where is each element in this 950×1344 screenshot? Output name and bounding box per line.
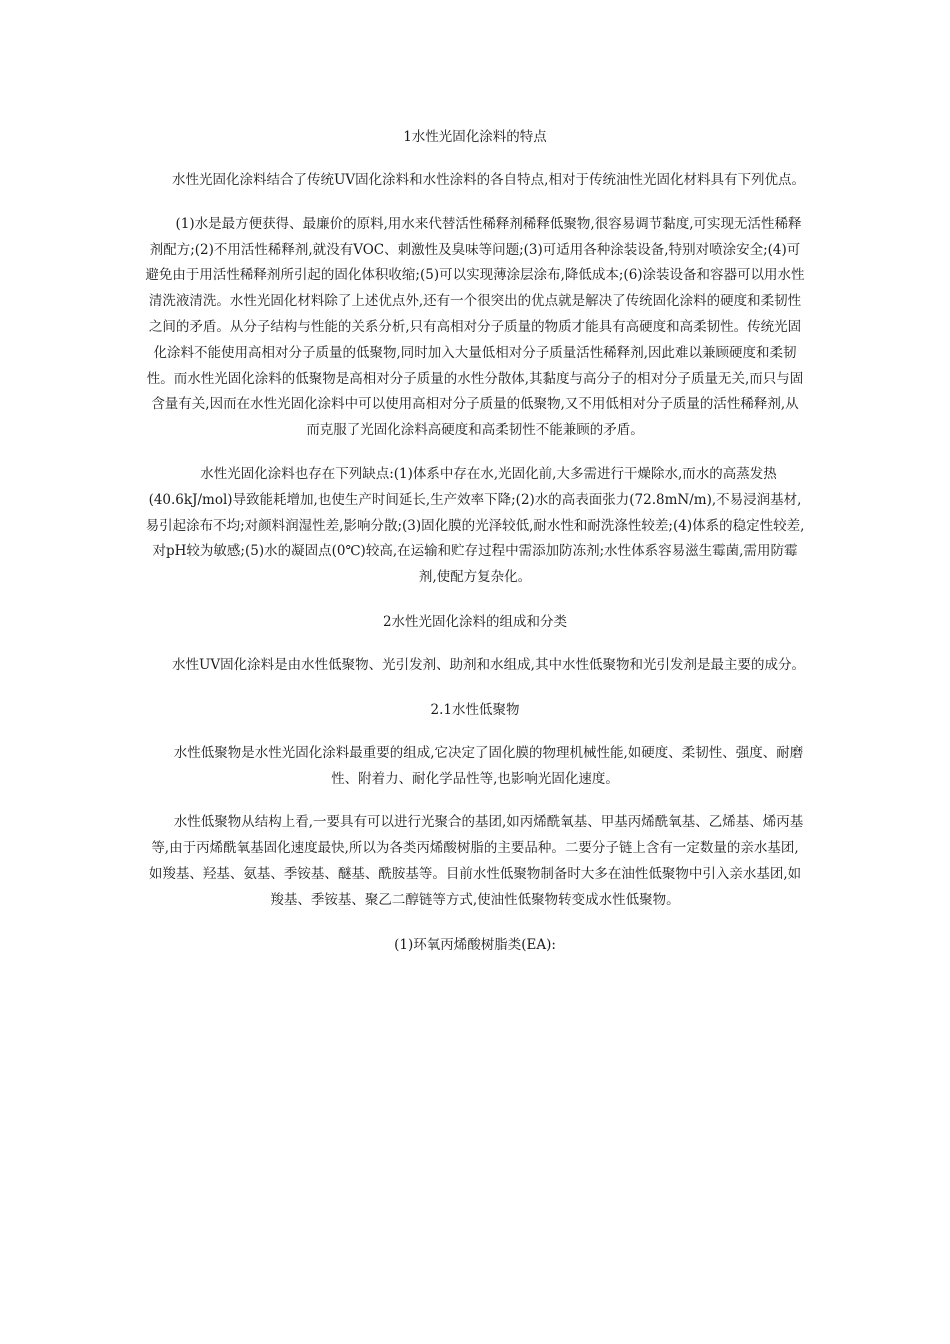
section-1-intro: 水性光固化涂料结合了传统UV固化涂料和水性涂料的各自特点,相对于传统油性光固化材料具有下列优点。 [172,172,805,188]
section-2-intro: 水性UV固化涂料是由水性低聚物、光引发剂、助剂和水组成,其中水性低聚物和光引发剂是最主要的成分。 [172,656,805,673]
advantages-paragraph: (1)水是最方便获得、最廉价的原料,用水来代替活性稀释剂稀释低聚物,很容易调节黏度,可实现无活性稀释剂配方;(2)不用活性稀释剂,就没有VOC、刺激性及臭味等问题;(3)可适用各种涂装设备,特别对喷涂安全;(4)可避免由于用活性稀释剂所引起的固化体积收缩;(5)可以实现薄涂层涂布,降低成本;(6)涂装设备和容器可以用水性清洗液清洗。水性光固化材料除了上述优点外,还有一个很突出的优点就是解决了传统固化涂料的硬度和柔韧性之间的矛盾。从分子结构与性能的关系分析,只有高相对分子质量的物质才能具有高硬度和高柔韧性。传统光固化涂料不能使用高相对分子质量的低聚物,同时加入大量低相对分子质量活性稀释剂,因此难以兼顾硬度和柔韧性。而水性光固化涂料的低聚物是高相对分子质量的水性分散体,其黏度与高分子的相对分子质量无关,而只与固含量有关,因而在水性光固化涂料中可以使用高相对分子质量的低聚物,又不用低相对分子质量的活性稀释剂,从而克服了光固化涂料高硬度和高柔韧性不能兼顾的矛盾。 [145,215,805,439]
section-1-heading: 1水性光固化涂料的特点 [403,129,547,145]
disadvantages-paragraph: 水性光固化涂料也存在下列缺点:(1)体系中存在水,光固化前,大多需进行干燥除水,而水的高蒸发热(40.6kJ/mol)导致能耗增加,也使生产时间延长,生产效率下降;(2)水的高表面张力(72.8mN/m),不易浸润基材,易引起涂布不均;对颜料润湿性差,影响分散;(3)固化膜的光泽较低,耐水性和耐洗涤性较差;(4)体系的稳定性较差,对pH较为敏感;(5)水的凝固点(0℃)较高,在运输和贮存过程中需添加防冻剂;水性体系容易滋生霉菌,需用防霉剂,使配方复杂化。 [145,465,805,586]
oligomer-paragraph-1: 水性低聚物是水性光固化涂料最重要的组成,它决定了固化膜的物理机械性能,如硬度、柔韧性、强度、耐磨性、附着力、耐化学品性等,也影响光固化速度。 [173,744,804,787]
section-2-1-heading: 2.1水性低聚物 [430,701,520,718]
oligomer-paragraph-2: 水性低聚物从结构上看,一要具有可以进行光聚合的基团,如丙烯酰氧基、甲基丙烯酰氧基、乙烯基、烯丙基等,由于丙烯酰氧基固化速度最快,所以为各类丙烯酸树脂的主要品种。二要分子链上含有一定数量的亲水基团,如羧基、羟基、氨基、季铵基、醚基、酰胺基等。目前水性低聚物制备时大多在油性低聚物中引入亲水基团,如羧基、季铵基、聚乙二醇链等方式,使油性低聚物转变成水性低聚物。 [148,814,804,908]
epoxy-acrylate-item: (1)环氧丙烯酸树脂类(EA): [394,936,556,953]
document-page [145,124,805,958]
section-2-heading: 2水性光固化涂料的组成和分类 [382,613,568,630]
